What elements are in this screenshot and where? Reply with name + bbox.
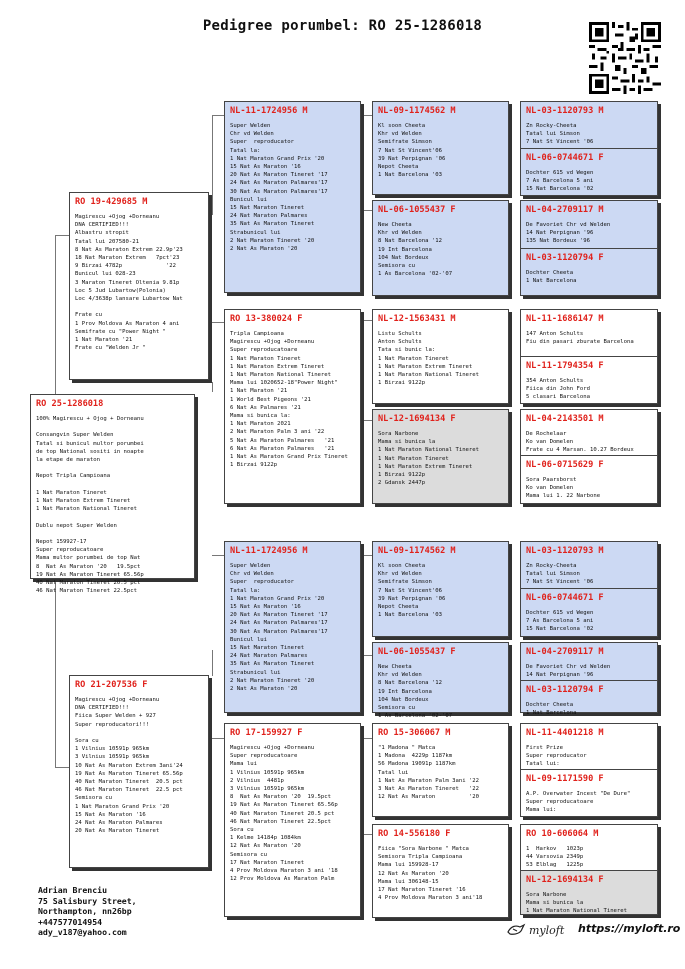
connector-line <box>362 320 372 321</box>
ring-number: NL-12-1694134 F <box>526 875 604 885</box>
pigeon-card-g5[interactable] <box>520 642 658 681</box>
pigeon-details: Zn Rocky-Cheeta Tatal lui Simson 7 Nat St Vincent '06 <box>526 123 594 146</box>
connector-line <box>212 555 224 556</box>
pigeon-card-g4[interactable] <box>372 101 509 195</box>
connector-line <box>55 235 69 236</box>
pigeon-card-g5[interactable] <box>520 723 658 770</box>
pigeon-card-g5[interactable] <box>520 680 658 717</box>
pigeon-card-dam[interactable] <box>69 675 209 868</box>
pigeon-card-g5[interactable] <box>520 248 658 296</box>
connector-line <box>362 210 372 211</box>
connector-line <box>212 650 213 676</box>
pigeon-card-g4[interactable] <box>372 824 509 918</box>
page-title: Pedigree porumbel: RO 25-1286018 <box>202 18 483 34</box>
ring-number: RO 14-556180 F <box>378 829 451 839</box>
ring-number: NL-06-1055437 F <box>378 647 456 657</box>
pigeon-details: Magirescu +Ojog +Dorneanu DNA CERTIFIED!!! Albastru stropit Tatal lui 207580-21 8 Nat As Maraton Extrem 22.9p'23 18 Nat Maraton Extrem 7pct'23 9 Birzai 4782p '22 Bunicul lui 028-23 3 Maraton Tineret Oltenia 9.81p Loc 5 Jud Lubartow(Polonia) Loc 4/3638p lansare Lubartow Nat Frate cu 1 Prov Moldova As Maraton 4 ani Semifrate cu "Power Night " 1 Nat Maraton '21 Frate cu "Welden Jr " <box>75 214 183 352</box>
pigeon-card-g5[interactable] <box>520 101 658 149</box>
pigeon-card-subject[interactable] <box>30 394 195 595</box>
ring-number: NL-04-2709117 M <box>526 647 604 657</box>
pigeon-details: Kl soon Cheeta Khr vd Welden Semifrate Simson 7 Nat St Vincent'06 39 Nat Perpignan '06 Nepot Cheeta 1 Nat Barcelona '03 <box>378 123 446 179</box>
pigeon-card-g4[interactable] <box>372 409 509 504</box>
pigeon-details: Tripla Campioana Magirescu +Ojog +Dorneanu Super reproducatoare 1 Nat Maraton Tineret 1 Nat Maraton Extrem Tineret 1 Nat Maraton National Tineret Mama lui 1020652-18"Power Night" 1 Nat Maraton '21 1 World Best Pigeons '21 6 Nat As Palmares '21 Mama si bunica la: 1 Nat Maraton 2021 2 Nat Maraton Palm 3 ani '22 5 Nat As Maraton Palmares '21 6 Nat As Maraton Palmares '21 1 Nat As Maraton Grand Prix Tineret 1 Birzai 9122p <box>230 331 348 469</box>
pigeon-details: Listu Schults Anton Schults Tata si bunic la: 1 Nat Maraton Tineret 1 Nat Maraton Extrem Tineret 1 Nat Maraton National Tineret 1 Birzai 9122p <box>378 331 480 387</box>
pigeon-card-g5[interactable] <box>520 148 658 196</box>
pigeon-details: Kl soon Cheeta Khr vd Welden Semifrate Simson 7 Nat St Vincent'06 39 Nat Perpignan '06 Nepot Cheeta 1 Nat Barcelona '03 <box>378 563 446 619</box>
pigeon-card-g4[interactable] <box>372 200 509 296</box>
connector-line <box>362 834 372 835</box>
pigeon-card-granddam-paternal[interactable] <box>224 309 361 504</box>
pigeon-details: Dochter Cheeta 1 Nat Barcelona <box>526 702 577 717</box>
pigeon-details: 354 Anton Schults Fiica din John Ford 5 clasari Barcelona <box>526 378 590 401</box>
pigeon-card-g5[interactable] <box>520 309 658 357</box>
connector-line <box>212 115 213 215</box>
ring-number: NL-09-1171590 F <box>526 774 604 784</box>
pigeon-details: Fiica "Sora Narbone " Matca Semisora Tripla Campioana Mama lui 159928-17 12 Nat As Maraton '20 Mama lui 306148-15 17 Nat Maraton Tineret '16 4 Prov Moldova Maraton 3 ani'18 <box>378 846 483 902</box>
connector-line <box>55 580 56 767</box>
ring-number: NL-04-2143501 M <box>526 414 604 424</box>
ring-number: RO 17-159927 F <box>230 728 303 738</box>
myloft-logo <box>506 923 564 937</box>
pigeon-logo-icon <box>506 923 526 937</box>
pigeon-card-g5[interactable] <box>520 588 658 637</box>
connector-line <box>362 738 372 739</box>
connector-line <box>362 115 372 116</box>
pigeon-card-sire[interactable] <box>69 192 209 380</box>
logo-text: myloft <box>529 923 565 937</box>
ring-number: NL-03-1120794 F <box>526 685 604 695</box>
pigeon-details: Dochter 615 vd Wegen 7 As Barcelona 5 ani 15 Nat Barcelona '02 <box>526 610 594 633</box>
ring-number: NL-06-0744671 F <box>526 593 604 603</box>
pigeon-details: Sora Paarsborst Ko van Domelen Mama lui 1. 22 Narbone <box>526 477 601 500</box>
ring-number: NL-11-1794354 F <box>526 361 604 371</box>
pigeon-details: Dochter Cheeta 1 Nat Barcelona <box>526 270 577 285</box>
connector-line <box>362 555 372 556</box>
pigeon-card-g5[interactable] <box>520 455 658 504</box>
ring-number: NL-04-2709117 M <box>526 205 604 215</box>
ring-number: NL-06-0715629 F <box>526 460 604 470</box>
pigeon-details: "1 Madona " Matca 1 Madona 4229p 1187km 56 Madona 19091p 1187km Tatal lui 1 Nat As Maraton Palm 3ani '22 3 Nat As Maraton Tineret '22 12 Nat As Maraton '20 <box>378 745 480 801</box>
ring-number: NL-06-0744671 F <box>526 153 604 163</box>
pigeon-details: De Rochelaar Ko van Domelen Frate cu 4 Marsan. 10.27 Bordeux <box>526 431 634 454</box>
pigeon-details: 100% Magirescu + Ojog + Dorneanu Consangvin Super Welden Tatal si bunicul multor porumbei de top National sositi in noapte la etape de maraton Nepot Tripla Campioana 1 Nat Maraton Tineret 1 Nat Maraton Extrem Tineret 1 Nat Maraton National Tineret Dublu nepot Super Welden Nepot 159927-17 Super reproducatoare Mama multor porumbei de top Nat 8 Nat As Maraton '20 19.5pct 19 Nat As Maraton Tineret 65.56p 40 Nat Maraton Tineret 20.5 pct 46 Nat Maraton Tineret 22.5pct <box>36 416 144 595</box>
ring-number: RO 10-606064 M <box>526 829 599 839</box>
ring-number: NL-03-1120793 M <box>526 546 604 556</box>
pigeon-card-g5[interactable] <box>520 356 658 404</box>
pigeon-details: Magirescu +Ojog +Dorneanu DNA CERTIFIED!!! Fiica Super Welden + 927 Super reproducatori!!! Sora cu 1 Vilnius 10591p 965km 3 Vilnius 10591p 965km 10 Nat As Maraton Extrem 3ani'24 19 Nat As Maraton Tineret 65.56p 40 Nat Maraton Tineret 20.5 pct 46 Nat Maraton Tineret 22.5 pct Semisora cu 1 Nat Maraton Grand Prix '20 15 Nat As Maraton '16 24 Nat As Maraton Palmares 20 Nat As Maraton Tineret <box>75 697 183 835</box>
connector-line <box>362 420 372 421</box>
ring-number: NL-03-1120794 F <box>526 253 604 263</box>
pigeon-details: Magirescu +Ojog +Dorneanu Super reproducatoare Mama lui 1 Vilnius 10591p 965km 2 Vilnius 4481p 3 Vilnius 10591p 965km 8 Nat As Maraton '20 19.5pct 19 Nat As Maraton Tineret 65.56p 40 Nat Maraton Tineret 20.5 pct 46 Nat Maraton Tineret 22.5pct Sora cu 1 Kelme 14184p 1084km 12 Nat As Maraton '20 Semisora cu 17 Nat Maraton Tineret 4 Prov Moldova Maraton 3 ani '18 12 Prov Moldova As Maraton Palm <box>230 745 338 883</box>
pigeon-details: New Cheeta Khr vd Welden 8 Nat Barcelona '12 19 Int Barcelona 104 Nat Bordeux Semisora cu 1 As Barcelona '02-'07 <box>378 664 453 720</box>
connector-line <box>212 382 213 392</box>
pigeon-card-g5[interactable] <box>520 200 658 249</box>
pigeon-details: New Cheeta Khr vd Welden 8 Nat Barcelona '12 19 Int Barcelona 104 Nat Bordeux Semisora cu 1 As Barcelona '02-'07 <box>378 222 453 278</box>
ring-number: RO 15-306067 M <box>378 728 451 738</box>
pigeon-card-grandsire-maternal[interactable] <box>224 541 361 713</box>
connector-line <box>212 738 224 739</box>
pigeon-card-g4[interactable] <box>372 642 509 720</box>
ring-number: NL-12-1563431 M <box>378 314 456 324</box>
connector-line <box>362 655 372 656</box>
pigeon-details: A.P. Overwater Incest "De Dure" Super reproducatoare Mama lui: <box>526 791 631 814</box>
connector-line <box>212 322 224 323</box>
pigeon-details: De Favoriet Chr vd Welden 14 Nat Perpignan '96 <box>526 664 611 679</box>
connector-line <box>55 767 69 768</box>
ring-number: RO 25-1286018 <box>36 399 104 409</box>
ring-number: NL-11-1686147 M <box>526 314 604 324</box>
breeder-contact: Adrian Brenciu 75 Salisbury Street, Northampton, nn26bp +447577014954 ady_v187@yahoo.com <box>38 885 137 937</box>
pigeon-details: Zn Rocky-Cheeta Tatal lui Simson 7 Nat St Vincent '06 <box>526 563 594 586</box>
pigeon-details: 1 Harkov 1023p 44 Varsovia 2349p 53 Elblag 1225p <box>526 846 584 869</box>
pigeon-details: Sora Narbone Mama si bunica la 1 Nat Maraton National Tineret 1 Nat Maraton Tineret 1 Nat Maraton Extrem Tineret 1 Birzai 9122p 2 Gdansk 2447p <box>378 431 480 487</box>
qr-code <box>589 22 661 94</box>
ring-number: NL-12-1694134 F <box>378 414 456 424</box>
pigeon-card-g5[interactable] <box>520 769 658 817</box>
pigeon-card-g5[interactable] <box>520 409 658 456</box>
ring-number: NL-09-1174562 M <box>378 106 456 116</box>
pigeon-card-granddam-maternal[interactable] <box>224 723 361 917</box>
pigeon-details: 147 Anton Schults Fiu din pasari zburate Barcelona <box>526 331 634 346</box>
ring-number: NL-03-1120793 M <box>526 106 604 116</box>
ring-number: NL-11-4401218 M <box>526 728 604 738</box>
pigeon-details: Sora Narbone Mama si bunica la 1 Nat Maraton National Tineret <box>526 892 628 915</box>
connector-line <box>212 115 224 116</box>
pigeon-details: Dochter 615 vd Wegen 7 As Barcelona 5 ani 15 Nat Barcelona '02 <box>526 170 594 193</box>
connector-line <box>55 235 56 395</box>
pigeon-card-g5[interactable] <box>520 541 658 589</box>
pigeon-card-grandsire-paternal[interactable] <box>224 101 361 293</box>
ring-number: RO 19-429685 M <box>75 197 148 207</box>
ring-number: NL-06-1055437 F <box>378 205 456 215</box>
pigeon-details: De Favoriet Chr vd Welden 14 Nat Perpignan '96 135 Nat Bordeux '96 <box>526 222 611 245</box>
pigeon-card-g4[interactable] <box>372 541 509 637</box>
pigeon-card-g5[interactable] <box>520 870 658 915</box>
ring-number: RO 21-207536 F <box>75 680 148 690</box>
ring-number: NL-09-1174562 M <box>378 546 456 556</box>
pigeon-card-g5[interactable] <box>520 824 658 871</box>
pigeon-details: First Prize Super reproducator Tatal lui: <box>526 745 587 768</box>
ring-number: NL-11-1724956 M <box>230 106 308 116</box>
website-link[interactable]: https://myloft.ro <box>578 922 681 935</box>
pigeon-card-g4[interactable] <box>372 309 509 404</box>
pigeon-card-g4[interactable] <box>372 723 509 817</box>
pigeon-details: Super Welden Chr vd Welden Super reproducator Tatal la: 1 Nat Maraton Grand Prix '20 15 Nat As Maraton '16 20 Nat As Maraton Tineret '17 24 Nat As Maraton Palmares'17 30 Nat As Maraton Palmares'17 Bunicul lui 15 Nat Maraton Tineret 24 Nat Maraton Palmares 35 Nat As Maraton Tineret Strabunicul lui 2 Nat Maraton Tineret '20 2 Nat As Maraton '20 <box>230 563 328 693</box>
pigeon-details: Super Welden Chr vd Welden Super reproducator Tatal la: 1 Nat Maraton Grand Prix '20 15 Nat As Maraton '16 20 Nat As Maraton Tineret '17 24 Nat As Maraton Palmares'17 30 Nat As Maraton Palmares'17 Bunicul lui 15 Nat Maraton Tineret 24 Nat Maraton Palmares 35 Nat As Maraton Tineret Strabunicul lui 2 Nat Maraton Tineret '20 2 Nat As Maraton '20 <box>230 123 328 253</box>
ring-number: NL-11-1724956 M <box>230 546 308 556</box>
ring-number: RO 13-380024 F <box>230 314 303 324</box>
